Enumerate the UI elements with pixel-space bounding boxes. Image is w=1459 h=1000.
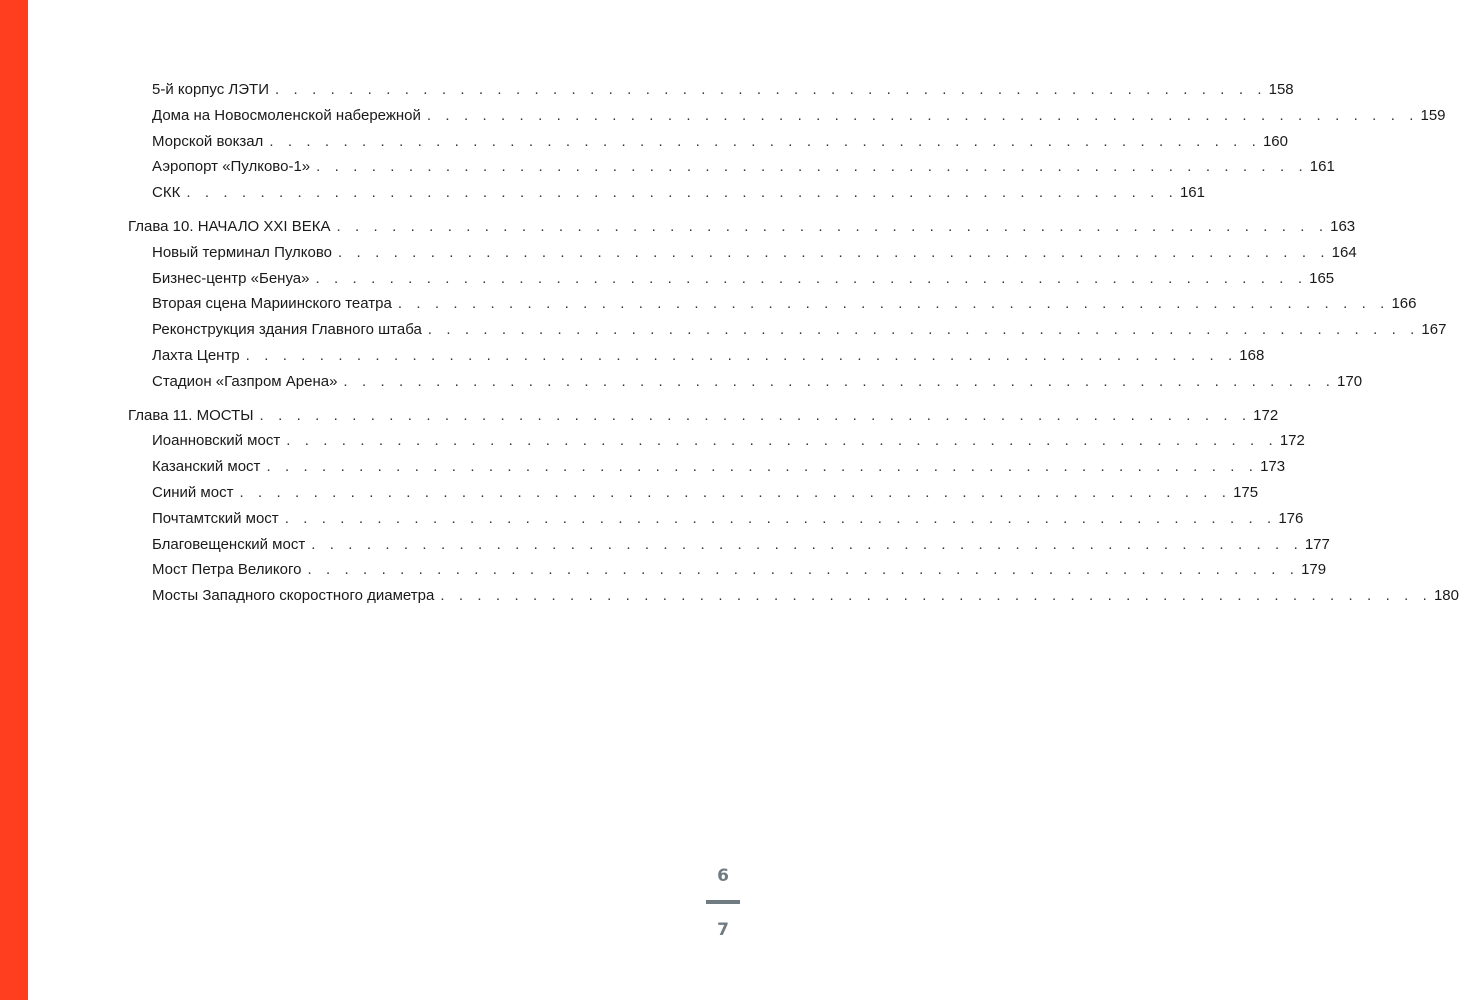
toc-entry-title: Синий мост [152,483,234,501]
toc-entry-title: Реконструкция здания Главного штаба [152,321,422,339]
dot-leader: . . . . . . . . . . . . . . . . . . . . . . . . . . . . . . . . . . . . . . . . . . . . . . . . . . . . . . [186,184,1178,202]
dot-leader: . . . . . . . . . . . . . . . . . . . . . . . . . . . . . . . . . . . . . . . . . . . . . . . . . . . . . . [343,372,1336,390]
dot-leader: . . . . . . . . . . . . . . . . . . . . . . . . . . . . . . . . . . . . . . . . . . . . . . . . . . . . . . [239,483,1232,501]
toc-chapter-entry[interactable] [128,403,1279,429]
toc-entry-title: Вторая сцена Мариинского театра [152,295,392,313]
toc-entry-title: Глава 11. МОСТЫ [128,406,254,424]
toc-entry-title: Дома на Новосмоленской набережной [152,106,421,124]
toc-entry[interactable] [128,532,1330,558]
toc-entry-page: 159 [1420,106,1446,124]
dot-leader: . . . . . . . . . . . . . . . . . . . . . . . . . . . . . . . . . . . . . . . . . . . . . . . . . . . . . . [307,561,1300,579]
toc-entry-page: 166 [1391,295,1417,313]
left-page-number: 6 [717,866,729,886]
dot-leader: . . . . . . . . . . . . . . . . . . . . . . . . . . . . . . . . . . . . . . . . . . . . . . . . . . . . . . [426,106,1419,124]
toc-entry[interactable] [128,129,1288,155]
toc-entry-page: 168 [1239,346,1265,364]
toc-entry-title: Морской вокзал [152,132,264,150]
toc-entry[interactable] [128,557,1327,583]
dot-leader: . . . . . . . . . . . . . . . . . . . . . . . . . . . . . . . . . . . . . . . . . . . . . . . . . . . . . . [311,535,1303,553]
toc-entry-title: СКК [152,184,181,202]
toc-entry[interactable] [128,154,1335,180]
toc-entry-page: 170 [1337,372,1363,390]
toc-entry[interactable] [128,343,1265,369]
toc-entry-page: 177 [1304,535,1330,553]
dot-leader: . . . . . . . . . . . . . . . . . . . . . . . . . . . . . . . . . . . . . . . . . . . . . . . . . . . . . . [269,132,1261,150]
toc-entry[interactable] [128,583,1459,609]
toc-entry-page: 173 [1260,458,1286,476]
toc-entry[interactable] [128,103,1446,129]
dot-leader: . . . . . . . . . . . . . . . . . . . . . . . . . . . . . . . . . . . . . . . . . . . . . . . . . . . . . . [286,432,1278,450]
toc-entry-title: Казанский мост [152,458,261,476]
toc-entry[interactable] [128,240,1357,266]
toc-entry[interactable] [128,369,1363,395]
toc-entry-title: Иоанновский мост [152,432,281,450]
toc-entry-page: 180 [1433,587,1459,605]
toc-entry-page: 165 [1309,269,1335,287]
toc-entry-page: 161 [1179,184,1205,202]
toc-entry-title: Бизнес-центр «Бенуа» [152,269,310,287]
right-page-number: 7 [717,920,729,940]
toc-entry[interactable] [128,506,1304,532]
dot-leader: . . . . . . . . . . . . . . . . . . . . . . . . . . . . . . . . . . . . . . . . . . . . . . . . . . . . . . [427,321,1420,339]
toc-entry[interactable] [128,291,1417,317]
toc-entry-title: Благовещенский мост [152,535,306,553]
toc-entry-page: 172 [1279,432,1305,450]
toc-entry-title: Новый терминал Пулково [152,243,333,261]
toc-entry-title: Мост Петра Великого [152,561,302,579]
toc-entry-title: Лахта Центр [152,346,240,364]
toc-entry-page: 167 [1421,321,1447,339]
toc-entry-title: Стадион «Газпром Арена» [152,372,338,390]
dot-leader: . . . . . . . . . . . . . . . . . . . . . . . . . . . . . . . . . . . . . . . . . . . . . . . . . . . . . . [266,458,1259,476]
toc-entry-page: 164 [1331,243,1357,261]
dot-leader: . . . . . . . . . . . . . . . . . . . . . . . . . . . . . . . . . . . . . . . . . . . . . . . . . . . . . . [315,269,1308,287]
toc-entry-page: 161 [1309,158,1335,176]
toc-entry-page: 175 [1233,483,1259,501]
toc-entry-page: 160 [1262,132,1288,150]
table-of-contents [128,77,1459,617]
dot-leader: . . . . . . . . . . . . . . . . . . . . . . . . . . . . . . . . . . . . . . . . . . . . . . . . . . . . . . [259,406,1252,424]
toc-entry[interactable] [128,180,1205,206]
toc-entry[interactable] [128,480,1259,506]
page-number-divider [706,900,740,904]
red-margin-bar [0,0,28,1000]
toc-entry[interactable] [128,428,1305,454]
toc-chapter-entry[interactable] [128,214,1356,240]
toc-entry[interactable] [128,317,1447,343]
toc-group [128,214,1447,395]
toc-group [128,77,1446,206]
toc-entry-page: 176 [1278,509,1304,527]
toc-entry-title: Глава 10. НАЧАЛО XXI ВЕКА [128,217,331,235]
toc-entry-page: 163 [1330,217,1356,235]
dot-leader: . . . . . . . . . . . . . . . . . . . . . . . . . . . . . . . . . . . . . . . . . . . . . . . . . . . . . . [245,346,1238,364]
dot-leader: . . . . . . . . . . . . . . . . . . . . . . . . . . . . . . . . . . . . . . . . . . . . . . . . . . . . . . [338,243,1330,261]
toc-entry[interactable] [128,454,1286,480]
dot-leader: . . . . . . . . . . . . . . . . . . . . . . . . . . . . . . . . . . . . . . . . . . . . . . . . . . . . . . [336,217,1329,235]
toc-entry-title: Мосты Западного скоростного диаметра [152,587,435,605]
dot-leader: . . . . . . . . . . . . . . . . . . . . . . . . . . . . . . . . . . . . . . . . . . . . . . . . . . . . . . [275,81,1267,98]
toc-entry[interactable] [128,266,1335,292]
toc-entry-title: 5-й корпус ЛЭТИ [152,81,269,98]
dot-leader: . . . . . . . . . . . . . . . . . . . . . . . . . . . . . . . . . . . . . . . . . . . . . . . . . . . . . . [397,295,1390,313]
toc-entry-title: Почтамтский мост [152,509,279,527]
toc-entry-title: Аэропорт «Пулково-1» [152,158,311,176]
toc-entry-page: 172 [1253,406,1279,424]
toc-entry-page: 158 [1268,81,1294,98]
page-numbers [706,862,740,942]
toc-entry-page: 179 [1301,561,1327,579]
dot-leader: . . . . . . . . . . . . . . . . . . . . . . . . . . . . . . . . . . . . . . . . . . . . . . . . . . . . . . [440,587,1432,605]
dot-leader: . . . . . . . . . . . . . . . . . . . . . . . . . . . . . . . . . . . . . . . . . . . . . . . . . . . . . . [316,158,1308,176]
toc-group [128,403,1459,609]
dot-leader: . . . . . . . . . . . . . . . . . . . . . . . . . . . . . . . . . . . . . . . . . . . . . . . . . . . . . . [284,509,1277,527]
toc-entry[interactable] [128,77,1294,103]
